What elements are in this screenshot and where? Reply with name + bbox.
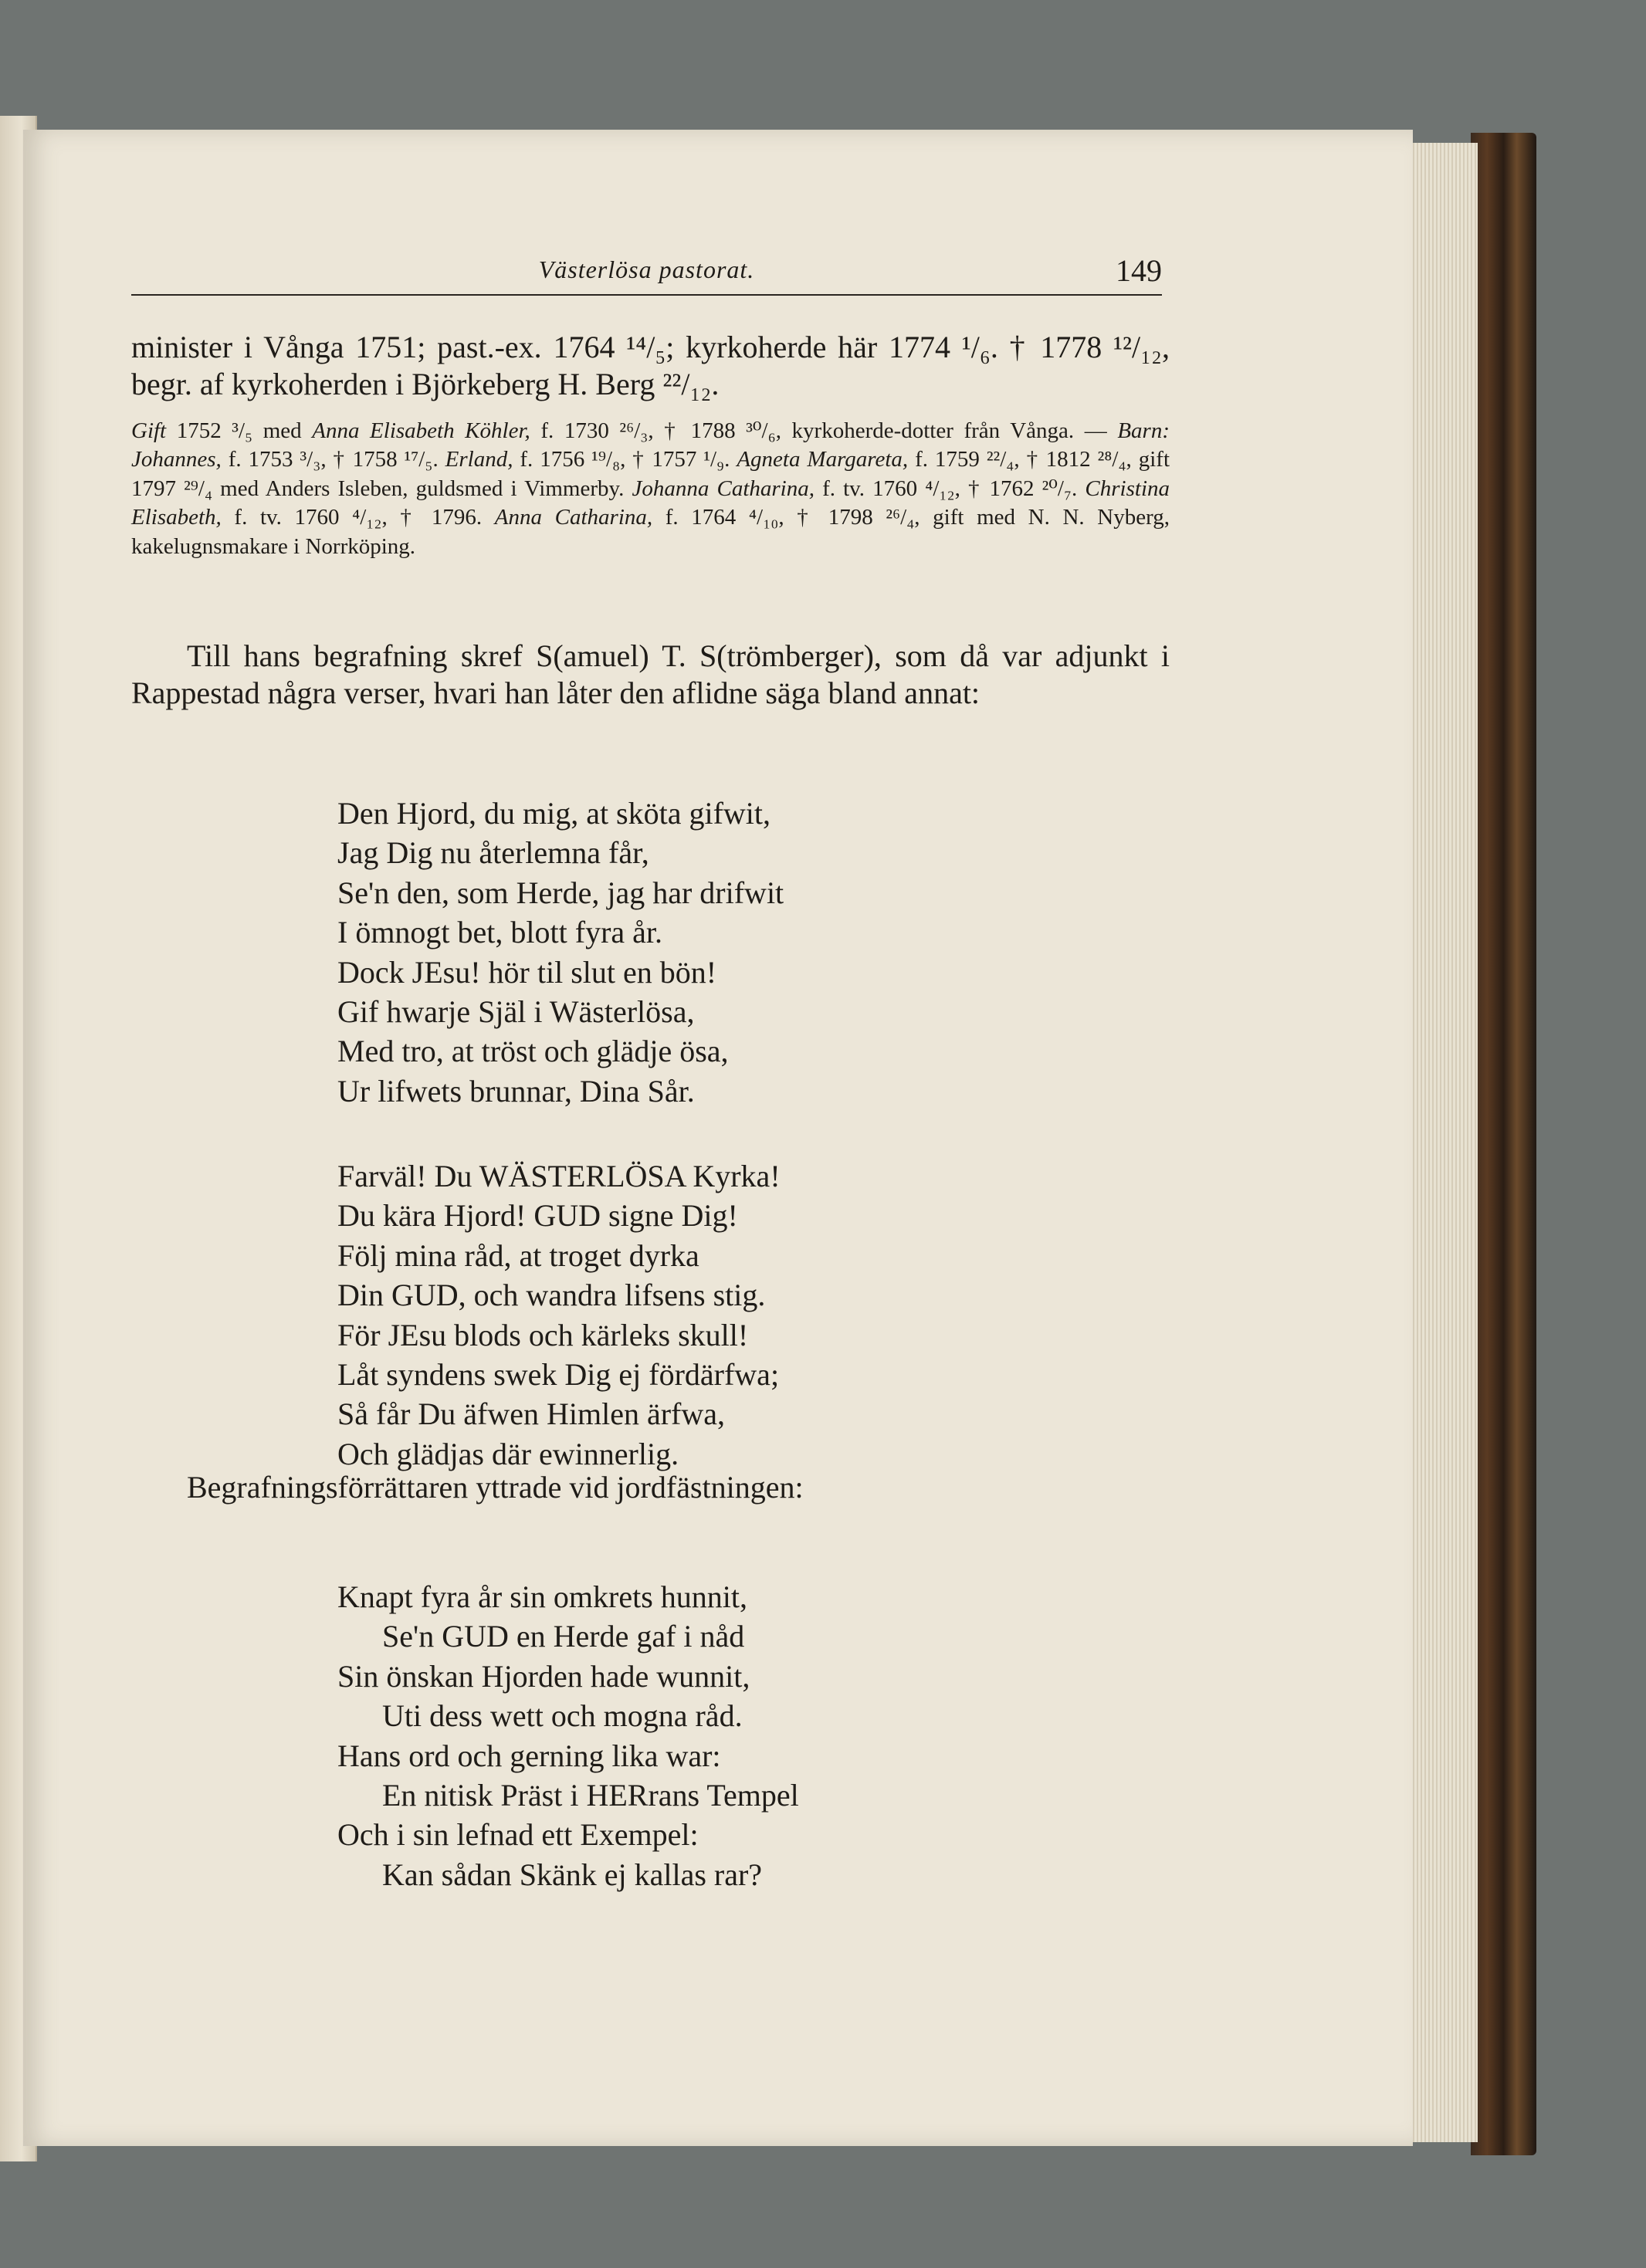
poem-line: Låt syndens swek Dig ej fördärfwa;: [337, 1357, 780, 1393]
poem-line: Dock JEsu! hör til slut en bön!: [337, 954, 717, 990]
poem-line: Kan sådan Skänk ej kallas rar?: [382, 1857, 763, 1892]
family-note-segment: f. 1759 ²²/₄, † 1812 ²⁸/₄, gift 1797 ²⁹/₄ med Anders Isleben, guldsmed i Vimmerby.: [131, 447, 1170, 501]
family-note-segment: Johanna Catharina,: [632, 476, 815, 501]
poem-line: Uti dess wett och mogna råd.: [382, 1698, 743, 1734]
poem-line: Ur lifwets brunnar, Dina Sår.: [337, 1073, 695, 1109]
family-note-segment: 1752 ³/₅ med: [166, 418, 313, 443]
running-head: [131, 249, 1162, 296]
family-note-segment: Anna Elisabeth Köhler,: [312, 418, 530, 443]
poem-line: Och glädjas där ewinnerlig.: [337, 1436, 679, 1471]
family-note-segment: Barn: Johannes,: [131, 418, 1170, 472]
poem-first-stanza: [337, 794, 784, 1111]
running-title: Västerlösa pastorat.: [538, 256, 755, 283]
poem-line: Se'n den, som Herde, jag har drifwit: [337, 875, 784, 910]
paragraph-intro-verses: Till hans begrafning skref S(amuel) T. S(trömberger), som då var adjunkt i Rappestad några verser, hvari han låter den aflidne säga bland annat:: [131, 638, 1170, 710]
family-note-segment: f. tv. 1760 ⁴/₁₂, † 1762 ²⁰/₇.: [814, 476, 1085, 501]
poem-line: Så får Du äfwen Himlen ärfwa,: [337, 1396, 726, 1432]
family-note-segment: f. 1753 ³/₃, † 1758 ¹⁷/₅.: [221, 447, 445, 472]
poem-line: Din GUD, och wandra lifsens stig.: [337, 1278, 766, 1313]
poem-line: Med tro, at tröst och glädje ösa,: [337, 1034, 729, 1069]
poem-line: Du kära Hjord! GUD signe Dig!: [337, 1198, 738, 1234]
family-note: [131, 417, 1170, 561]
family-note-segment: f. 1764 ⁴/₁₀, † 1798 ²⁶/₄, gift med N. N. Nyberg, kakelugnsmakare i Norrköping.: [131, 505, 1170, 559]
family-note-segment: Christina Elisabeth,: [131, 476, 1170, 530]
family-note-segment: Agneta Margareta,: [737, 447, 909, 472]
poem-line: I ömnogt bet, blott fyra år.: [337, 915, 663, 950]
paragraph-burial-speech: Begrafningsförrättaren yttrade vid jordfästningen:: [187, 1470, 804, 1505]
page-number: 149: [1116, 253, 1162, 288]
poem-line: För JEsu blods och kärleks skull!: [337, 1317, 749, 1352]
family-note-segment: f. 1730 ²⁶/₃, † 1788 ³⁰/₆, kyrkoherde-dotter från Vånga. —: [530, 418, 1118, 443]
poem-line: Knapt fyra år sin omkrets hunnit,: [337, 1579, 747, 1614]
poem-line: Och i sin lefnad ett Exempel:: [337, 1817, 699, 1853]
poem-line: Farväl! Du WÄSTERLÖSA Kyrka!: [337, 1159, 781, 1193]
poem-line: Gif hwarje Själ i Wästerlösa,: [337, 994, 695, 1030]
poem-line: Se'n GUD en Herde gaf i nåd: [382, 1619, 745, 1654]
family-note-segment: f. tv. 1760 ⁴/₁₂, † 1796.: [221, 505, 495, 530]
family-note-segment: Anna Catharina,: [494, 505, 653, 530]
family-note-segment: Erland,: [445, 447, 513, 472]
poem-line: Jag Dig nu återlemna får,: [337, 835, 649, 871]
poem-burial-verse: [337, 1577, 799, 1894]
poem-line: Följ mina råd, at troget dyrka: [337, 1237, 699, 1273]
poem-second-stanza: [337, 1156, 781, 1474]
paragraph-biography: minister i Vånga 1751; past.-ex. 1764 ¹⁴/₅; kyrkoherde här 1774 ¹/₆. † 1778 ¹²/₁₂, begr. af kyrkoherden i Björkeberg H. Berg ²²/₁₂.: [131, 330, 1170, 401]
book-cover: [1471, 133, 1536, 2155]
book-page: [23, 130, 1413, 2146]
poem-line: Den Hjord, du mig, at sköta gifwit,: [337, 796, 771, 831]
poem-line: Hans ord och gerning lika war:: [337, 1738, 721, 1773]
poem-line: En nitisk Präst i HERrans Tempel: [382, 1778, 799, 1813]
page-block-edges: [1405, 143, 1478, 2142]
poem-line: Sin önskan Hjorden hade wunnit,: [337, 1658, 750, 1694]
family-note-segment: f. 1756 ¹⁹/₈, † 1757 ¹/₉.: [513, 447, 737, 472]
family-note-segment: Gift: [131, 418, 167, 443]
